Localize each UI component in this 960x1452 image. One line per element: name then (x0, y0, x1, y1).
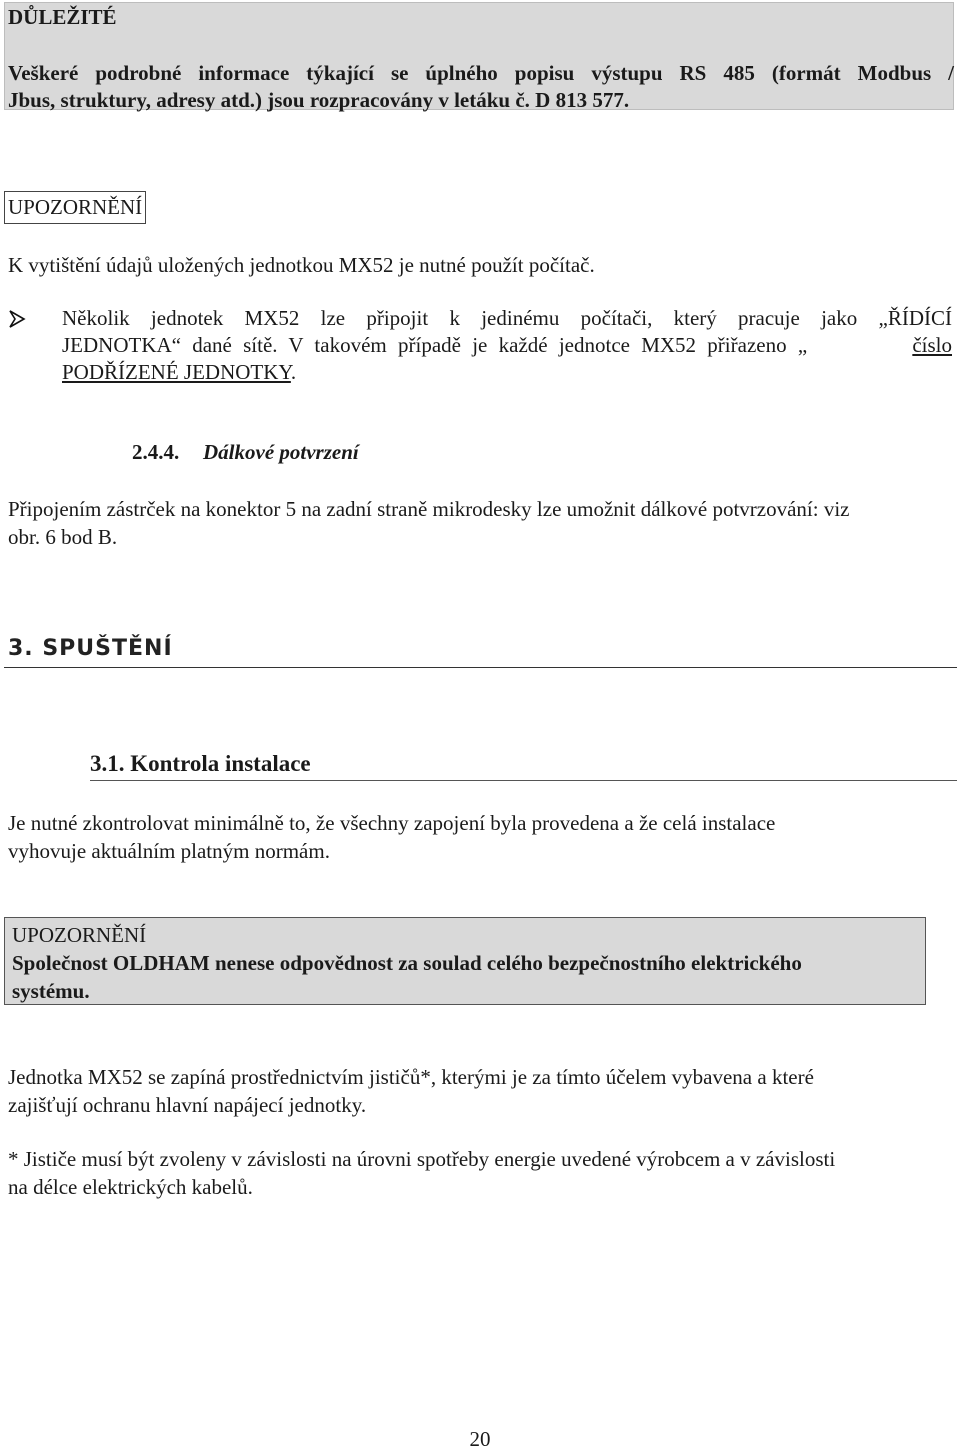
breakers-line-2: zajišťují ochranu hlavní napájecí jednotky. (8, 1093, 367, 1117)
section-2-4-4-title: Dálkové potvrzení (203, 440, 359, 464)
important-line-2: Jbus, struktury, adresy atd.) jsou rozpracovány v letáku č. D 813 577. (8, 88, 630, 112)
page-number: 20 (469, 1427, 491, 1451)
footnote-line-1: * Jističe musí být zvoleny v závislosti na úrovni spotřeby energie uvedené výrobcem a v závislosti (8, 1147, 836, 1171)
warning-label: UPOZORNĚNÍ (12, 923, 147, 947)
breakers-line-1: Jednotka MX52 se zapíná prostřednictvím jističů*, kterými je za tímto účelem vybavena a které (8, 1065, 814, 1089)
section-3-1-rule (90, 780, 957, 781)
section-2-4-4-line-2: obr. 6 bod B. (8, 525, 118, 549)
important-line-1: Veškeré podrobné informace týkající se úplného popisu výstupu RS 485 (formát Modbus / (8, 61, 954, 85)
section-3-1-heading: 3.1. Kontrola instalace (90, 751, 311, 776)
section-3-rule (4, 667, 957, 668)
section-3-1-line-1: Je nutné zkontrolovat minimálně to, že všechny zapojení byla provedena a že celá instalace (8, 811, 776, 835)
warning-line-1: Společnost OLDHAM nenese odpovědnost za soulad celého bezpečnostního elektrického (12, 951, 802, 975)
bullet-line-3 (62, 359, 296, 386)
footnote-line-2: na délce elektrických kabelů. (8, 1175, 253, 1199)
section-2-4-4-number: 2.4.4. (132, 440, 180, 464)
bullet-line-1: Několik jednotek MX52 lze připojit k jedinému počítači, který pracuje jako „ŘÍDÍCÍ (62, 306, 952, 330)
important-title: DŮLEŽITÉ (8, 5, 117, 29)
bullet-line-2 (62, 332, 952, 359)
section-2-4-4-line-1: Připojením zástrček na konektor 5 na zadní straně mikrodesky lze umožnit dálkové potvrzování: viz (8, 497, 850, 521)
bullet-line-3-dot: . (290, 360, 297, 384)
notice-label: UPOZORNĚNÍ (4, 191, 146, 224)
section-3-1-line-2: vyhovuje aktuálním platným normám. (8, 839, 330, 863)
section-3-heading: 3. SPUŠTĚNÍ (8, 636, 173, 661)
bullet-line-3-underlined: PODŘÍZENÉ JEDNOTKY (62, 360, 291, 384)
bullet-line-2-underlined: číslo (912, 333, 952, 357)
bullet-line-2-text: JEDNOTKA“ dané sítě. V takovém případě je každé jednotce MX52 přiřazeno „ (62, 333, 808, 357)
arrow-bullet-icon (8, 309, 32, 329)
notice-text: K vytištění údajů uložených jednotkou MX52 je nutné použít počítač. (8, 253, 595, 277)
warning-line-2: systému. (12, 979, 90, 1003)
